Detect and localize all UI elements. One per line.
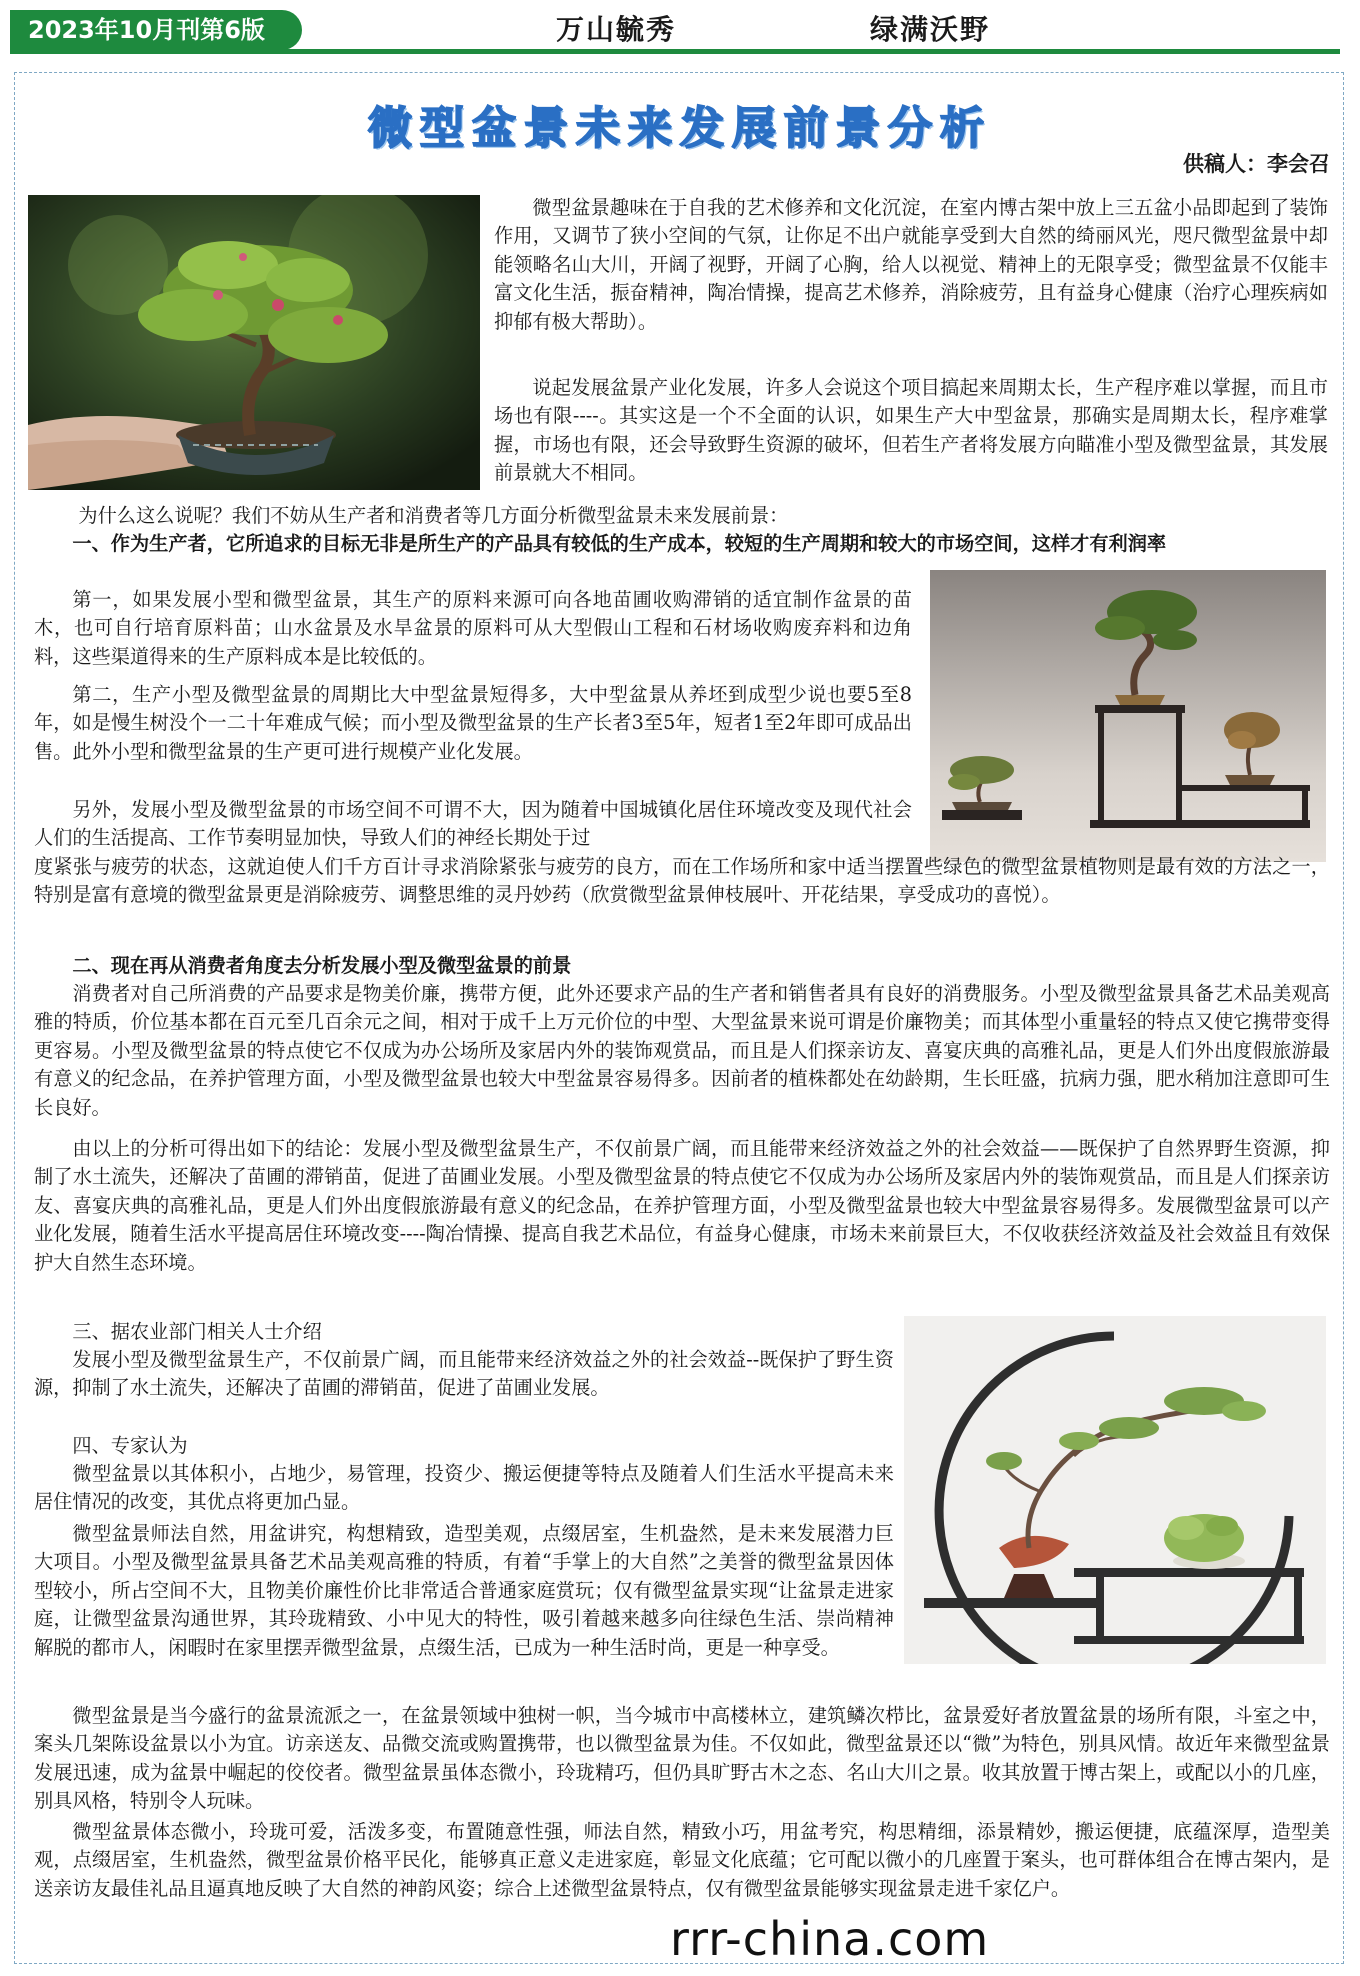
issue-label: 2023年10月刊第6版 bbox=[10, 10, 302, 50]
article-byline: 供稿人：李会召 bbox=[1183, 152, 1330, 176]
slogan-right: 绿满沃野 bbox=[870, 13, 991, 46]
article-paragraph-6b: 度紧张与疲劳的状态，这就迫使人们千方百计寻求消除紧张与疲劳的良方，而在工作场所和家中适当摆置些绿色的微型盆景植物则是最有效的方法之一，特别是富有意境的微型盆景更是消除疲劳、调整思维的灵丹妙药（欣赏微型盆景伸枝展叶、开花结果，享受成功的喜悦）。 bbox=[34, 855, 1330, 907]
site-watermark: rrr-china.com bbox=[670, 1912, 990, 1966]
article-paragraph-2: 说起发展盆景产业化发展，许多人会说这个项目搞起来周期太长，生产程序难以掌握，而且市场也有限----。其实这是一个不全面的认识，如果生产大中型盆景，那确实是周期太长，程序难掌握，市场也有限，还会导致野生资源的破坏，但若生产者将发展方向瞄准小型及微型盆景，其发展前景就大不相同。 bbox=[494, 376, 1328, 485]
article-paragraph-11: 微型盆景师法自然，用盆讲究，构想精致，造型美观，点缀居室，生机盎然，是未来发展潜力巨大项目。小型及微型盆景具备艺术品美观高雅的特质，有着“手掌上的大自然”之美誉的微型盆景因体型较小，所占空间不大，且物美价廉性价比非常适合普通家庭赏玩；仅有微型盆景实现“让盆景走进家庭，让微型盆景沟通世界，其玲珑精致、小中见大的特性，吸引着越来越多向往绿色生活、崇尚精神解脱的都市人，闲暇时在家里摆弄微型盆景，点缀生活，已成为一种生活时尚，更是一种享受。 bbox=[34, 1522, 894, 1659]
article-paragraph-10: 微型盆景以其体积小，占地少，易管理，投资少、搬运便捷等特点及随着人们生活水平提高未来居住情况的改变，其优点将更加凸显。 bbox=[34, 1462, 894, 1514]
article-paragraph-13: 微型盆景体态微小，玲珑可爱，活泼多变，布置随意性强，师法自然，精致小巧，用盆考究，构思精细，添景精妙，搬运便捷，底蕴深厚，造型美观，点缀居室，生机盎然，微型盆景价格平民化，能够真正意义走进家庭，彰显文化底蕴；它可配以微小的几座置于案头，也可群体组合在博古架内，是送亲访友最佳礼品且逼真地反映了大自然的神韵风姿；综合上述微型盆景特点，仅有微型盆景能够实现盆景走进千家亿户。 bbox=[34, 1820, 1330, 1900]
article-paragraph-7: 消费者对自己所消费的产品要求是物美价廉，携带方便，此外还要求产品的生产者和销售者具有良好的消费服务。小型及微型盆景具备艺术品美观高雅的特质，价位基本都在百元至几百余元之间，相对于成千上万元价位的中型、大型盆景来说可谓是价廉物美；而其体型小重量轻的特点又使它携带变得更容易。小型及微型盆景的特点使它不仅成为办公场所及家居内外的装饰观赏品，而且是人们探亲访友、喜宴庆典的高雅礼品，更是人们外出度假旅游最有意义的纪念品，在养护管理方面，小型及微型盆景也较大中型盆景容易得多。因前者的植株都处在幼龄期，生长旺盛，抗病力强，肥水稍加注意即可生长良好。 bbox=[34, 982, 1330, 1119]
article-paragraph-1: 微型盆景趣味在于自我的艺术修养和文化沉淀，在室内博古架中放上三五盆小品即起到了装饰作用，又调节了狭小空间的气氛，让你足不出户就能享受到大自然的绮丽风光，咫尺微型盆景中却能领略名山大川，开阔了视野，开阔了心胸，给人以视觉、精神上的无限享受；微型盆景不仅能丰富文化生活，振奋精神，陶冶情操，提高艺术修养，消除疲劳，且有益身心健康（治疗心理疾病如抑郁有极大帮助）。 bbox=[494, 196, 1328, 333]
article-paragraph-4: 第一，如果发展小型和微型盆景，其生产的原料来源可向各地苗圃收购滞销的适宜制作盆景的苗木，也可自行培育原料苗；山水盆景及水旱盆景的原料可从大型假山工程和石材场收购废弃料和边角料，这些渠道得来的生产原料成本是比较低的。 bbox=[34, 588, 912, 668]
article-title: 微型盆景未来发展前景分析 bbox=[368, 103, 992, 154]
header-rule bbox=[10, 49, 1340, 54]
section-heading-1: 一、作为生产者，它所追求的目标无非是所生产的产品具有较低的生产成本，较短的生产周期和较大的市场空间，这样才有利润率 bbox=[72, 532, 1167, 555]
section-heading-2: 二、现在再从消费者角度去分析发展小型及微型盆景的前景 bbox=[72, 954, 572, 977]
article-paragraph-6a: 另外，发展小型及微型盆景的市场空间不可谓不大，因为随着中国城镇化居住环境改变及现代社会人们的生活提高、工作节奏明显加快，导致人们的神经长期处于过 bbox=[34, 798, 912, 850]
slogan-left: 万山毓秀 bbox=[556, 13, 677, 46]
page-header bbox=[0, 0, 1360, 56]
section-heading-3: 三、据农业部门相关人士介绍 bbox=[72, 1320, 322, 1343]
bonsai-moon-frame-photo bbox=[904, 1316, 1326, 1664]
article-paragraph-12: 微型盆景是当今盛行的盆景流派之一，在盆景领域中独树一帜，当今城市中高楼林立，建筑鳞次栉比，盆景爱好者放置盆景的场所有限，斗室之中，案头几架陈设盆景以小为宜。访亲送友、品微交流或购置携带，也以微型盆景为佳。不仅如此，微型盆景还以“微”为特色，别具风情。故近年来微型盆景发展迅速，成为盆景中崛起的佼佼者。微型盆景虽体态微小，玲珑精巧，但仍具旷野古木之态、名山大川之景。收其放置于博古架上，或配以小的几座，别具风格，特别令人玩味。 bbox=[34, 1704, 1330, 1813]
hand-held-bonsai-photo bbox=[28, 195, 480, 490]
article-paragraph-3: 为什么这么说呢？我们不妨从生产者和消费者等几方面分析微型盆景未来发展前景： bbox=[78, 504, 789, 527]
article-paragraph-5: 第二，生产小型及微型盆景的周期比大中型盆景短得多，大中型盆景从养坯到成型少说也要5至8年，如是慢生树没个一二十年难成气候；而小型及微型盆景的生产长者3至5年，短者1至2年即可成品出售。此外小型和微型盆景的生产更可进行规模产业化发展。 bbox=[34, 683, 912, 763]
article-paragraph-9: 发展小型及微型盆景生产，不仅前景广阔，而且能带来经济效益之外的社会效益--既保护了野生资源，抑制了水土流失，还解决了苗圃的滞销苗，促进了苗圃业发展。 bbox=[34, 1348, 894, 1400]
article-paragraph-8: 由以上的分析可得出如下的结论：发展小型及微型盆景生产，不仅前景广阔，而且能带来经济效益之外的社会效益——既保护了自然界野生资源，抑制了水土流失，还解决了苗圃的滞销苗，促进了苗圃业发展。小型及微型盆景的特点使它不仅成为办公场所及家居内外的装饰观赏品，而且是人们探亲访友、喜宴庆典的高雅礼品，更是人们外出度假旅游最有意义的纪念品，在养护管理方面，小型及微型盆景也较大中型盆景容易得多。发展微型盆景可以产业化发展，随着生活水平提高居住环境改变----陶冶情操、提高自我艺术品位，有益身心健康，市场未来前景巨大，不仅收获经济效益及社会效益且有效保护大自然生态环境。 bbox=[34, 1137, 1330, 1274]
bonsai-display-stand-photo bbox=[930, 570, 1326, 862]
section-heading-4: 四、专家认为 bbox=[72, 1434, 188, 1457]
